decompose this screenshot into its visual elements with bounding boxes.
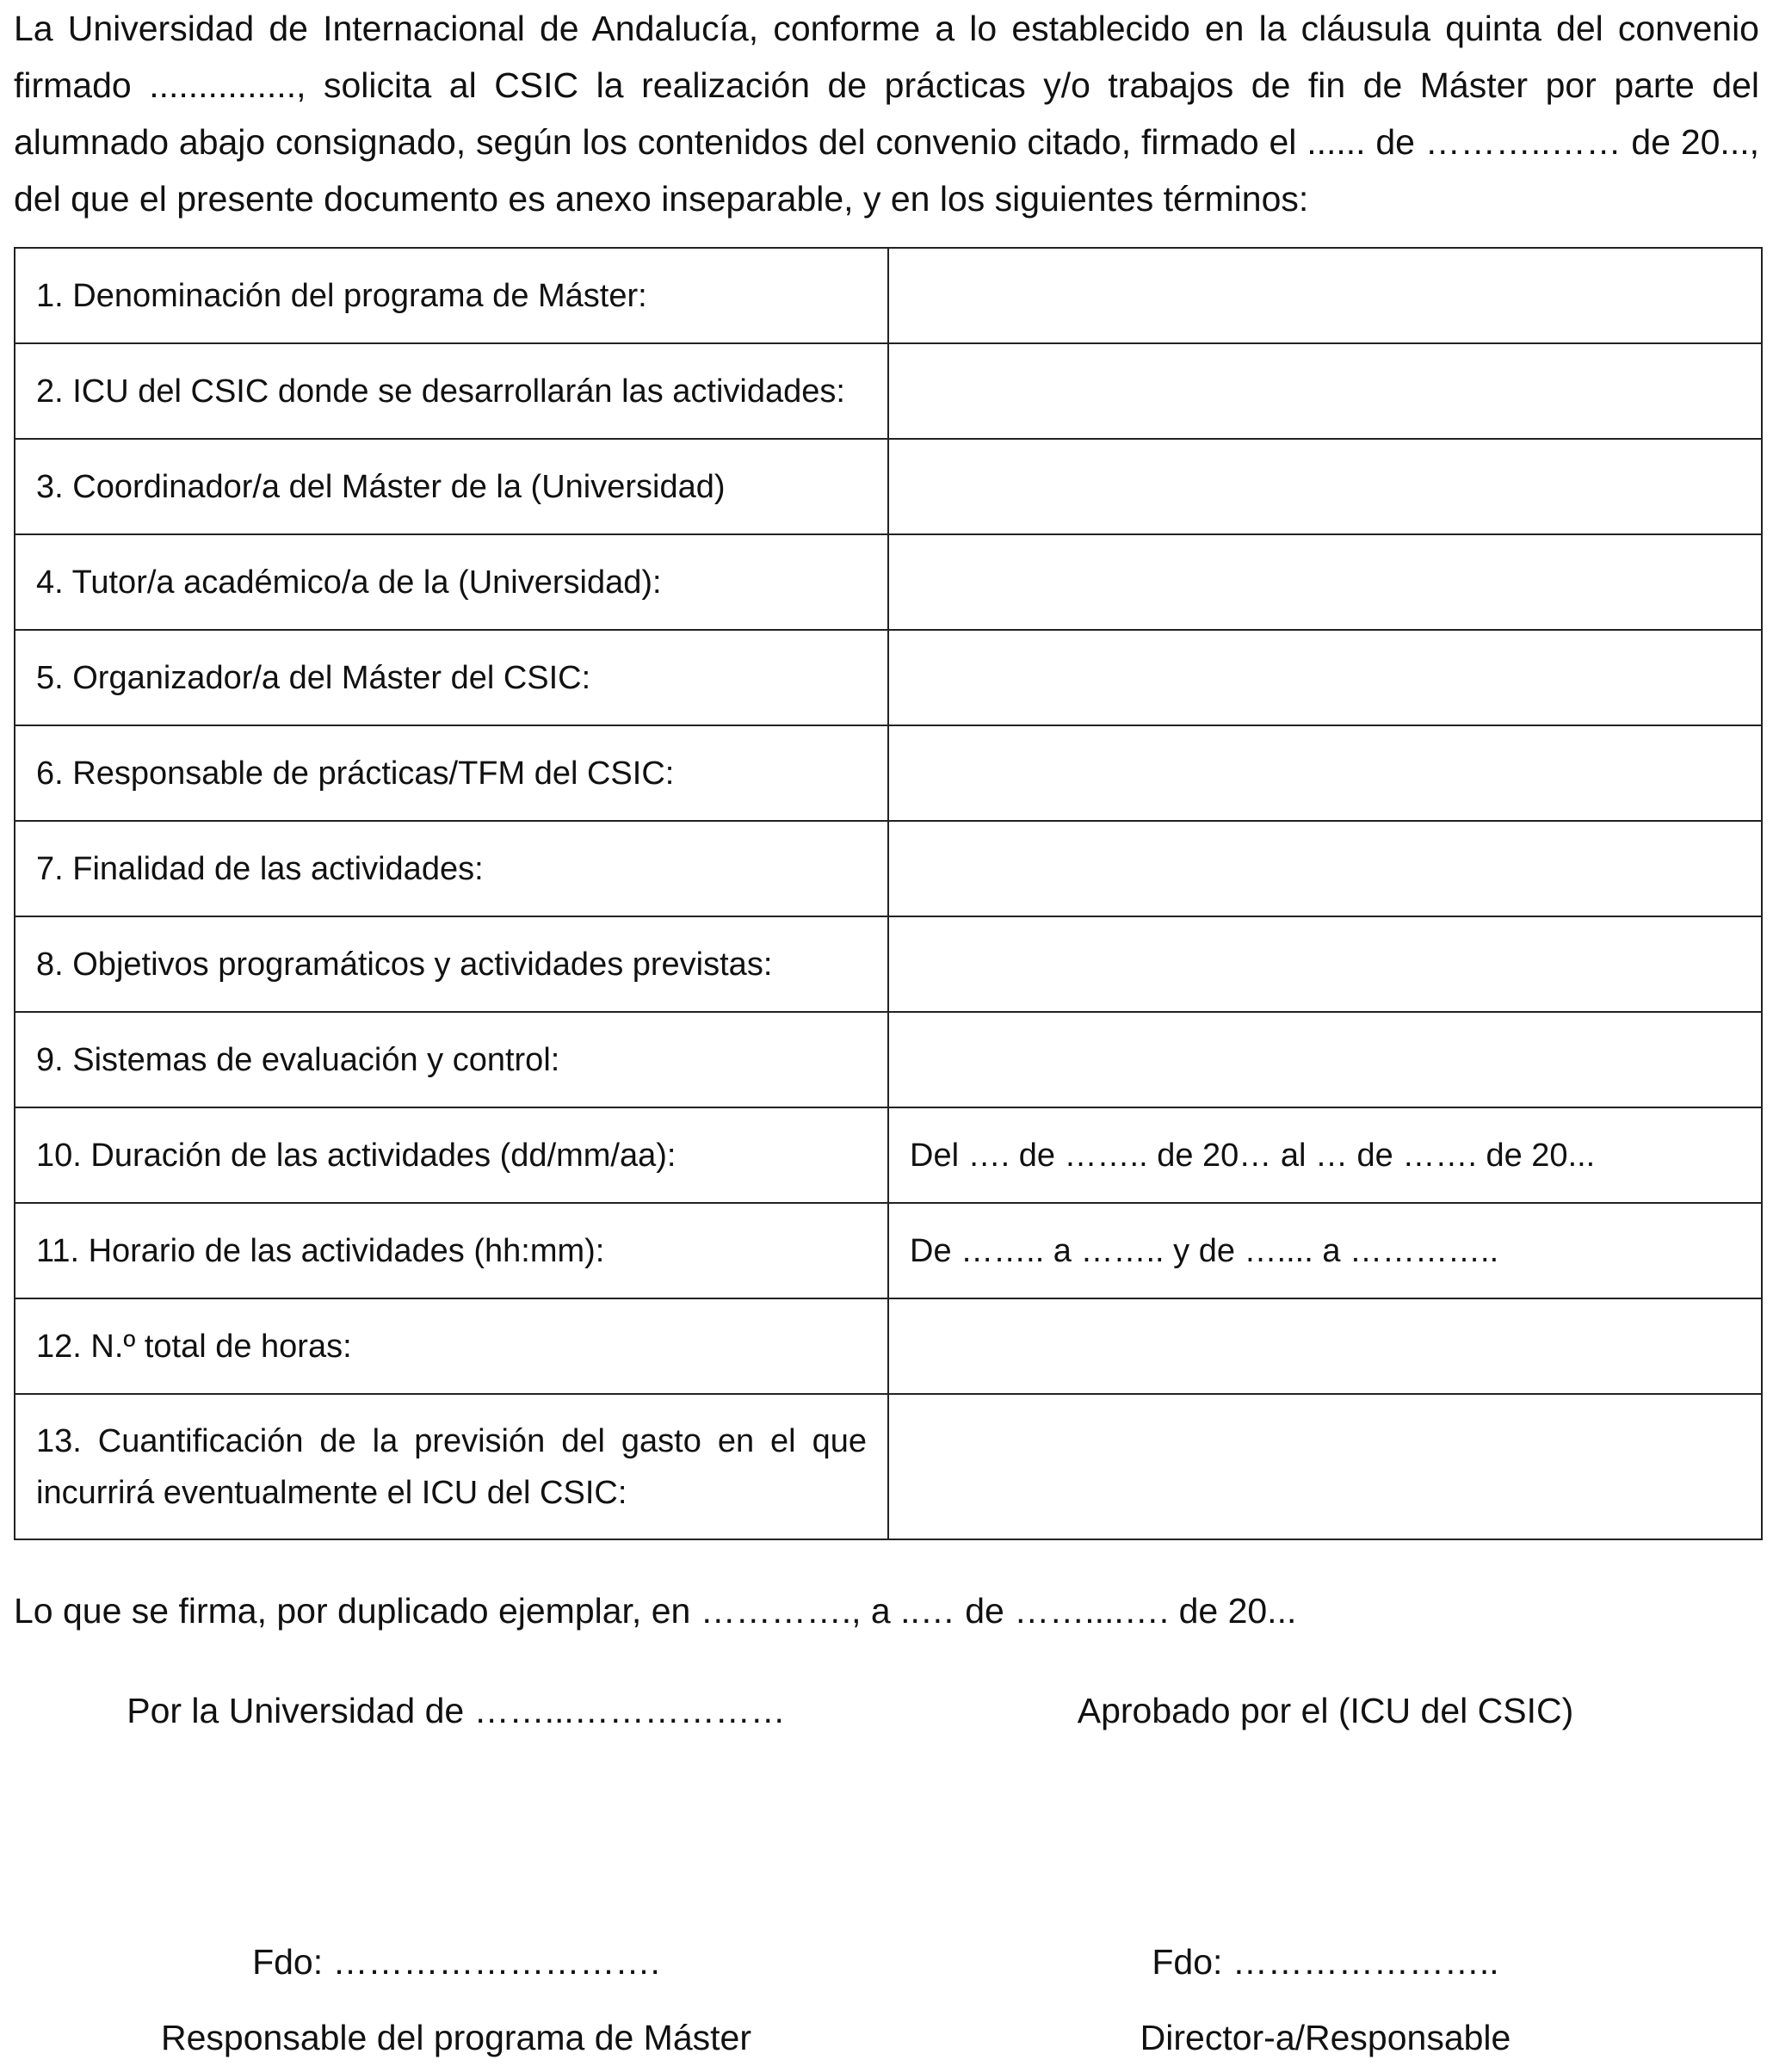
row-label-master-name: 1. Denominación del programa de Máster: xyxy=(15,248,888,343)
row-label-total-hours: 12. N.º total de horas: xyxy=(15,1298,888,1394)
table-row xyxy=(15,916,1762,1012)
icu-signature-line: Fdo: ………………….. xyxy=(1152,1942,1499,1982)
intro-paragraph: La Universidad de Internacional de Andalucía, conforme a lo establecido en la cláusula quinta del convenio firmado ..............., solicita al CSIC la realización de prácticas y/o trabajos de fin de Máster por parte del alumnado abajo consignado, según los contenidos del convenio citado, firmado el ...... de ………..…… de 20..., del que el presente documento es anexo inseparable, y en los siguientes términos: xyxy=(14,9,1759,219)
row-value-tutor[interactable] xyxy=(888,534,1762,630)
table-row xyxy=(15,248,1762,343)
row-label-coordinator: 3. Coordinador/a del Máster de la (Universidad) xyxy=(15,439,888,534)
table-row xyxy=(15,1203,1762,1298)
university-signature-header: Por la Universidad de ……...……………… xyxy=(127,1691,786,1730)
row-value-coordinator[interactable] xyxy=(888,439,1762,534)
row-label-purpose: 7. Finalidad de las actividades: xyxy=(15,821,888,916)
row-label-tutor: 4. Tutor/a académico/a de la (Universidad): xyxy=(15,534,888,630)
university-signature-line: Fdo: ………………………. xyxy=(252,1942,660,1982)
row-label-icu: 2. ICU del CSIC donde se desarrollarán las actividades: xyxy=(15,343,888,439)
row-value-total-hours[interactable] xyxy=(888,1298,1762,1394)
row-label-duration: 10. Duración de las actividades (dd/mm/aa): xyxy=(15,1107,888,1203)
table-row xyxy=(15,821,1762,916)
row-value-icu[interactable] xyxy=(888,343,1762,439)
row-label-practice-responsible: 6. Responsable de prácticas/TFM del CSIC: xyxy=(15,725,888,821)
row-label-organizer: 5. Organizador/a del Máster del CSIC: xyxy=(15,630,888,725)
table-row xyxy=(15,1394,1762,1539)
table-row xyxy=(15,1298,1762,1394)
row-value-evaluation[interactable] xyxy=(888,1012,1762,1107)
table-row xyxy=(15,630,1762,725)
row-value-duration[interactable]: Del …. de …….. de 20… al … de ……. de 20... xyxy=(888,1107,1762,1203)
row-value-practice-responsible[interactable] xyxy=(888,725,1762,821)
table-row xyxy=(15,534,1762,630)
row-label-expense: 13. Cuantificación de la previsión del gasto en el que incurrirá eventualmente el ICU del CSIC: xyxy=(15,1394,888,1539)
terms-table xyxy=(14,247,1763,1540)
closing-statement: Lo que se firma, por duplicado ejemplar, en …………., a ..… de ……....…. de 20... xyxy=(14,1591,1297,1631)
row-value-purpose[interactable] xyxy=(888,821,1762,916)
row-label-schedule: 11. Horario de las actividades (hh:mm): xyxy=(15,1203,888,1298)
table-row xyxy=(15,343,1762,439)
row-value-master-name[interactable] xyxy=(888,248,1762,343)
table-row xyxy=(15,1107,1762,1203)
row-value-schedule[interactable]: De …….. a …….. y de ….... a ………….. xyxy=(888,1203,1762,1298)
row-label-objectives: 8. Objetivos programáticos y actividades previstas: xyxy=(15,916,888,1012)
row-label-evaluation: 9. Sistemas de evaluación y control: xyxy=(15,1012,888,1107)
table-row xyxy=(15,725,1762,821)
table-row xyxy=(15,1012,1762,1107)
row-value-expense[interactable] xyxy=(888,1394,1762,1539)
table-row xyxy=(15,439,1762,534)
icu-signer-role: Director-a/Responsable xyxy=(1140,2018,1511,2057)
icu-approval-header: Aprobado por el (ICU del CSIC) xyxy=(1077,1691,1574,1730)
university-signer-role: Responsable del programa de Máster xyxy=(161,2018,751,2057)
row-value-objectives[interactable] xyxy=(888,916,1762,1012)
row-value-organizer[interactable] xyxy=(888,630,1762,725)
